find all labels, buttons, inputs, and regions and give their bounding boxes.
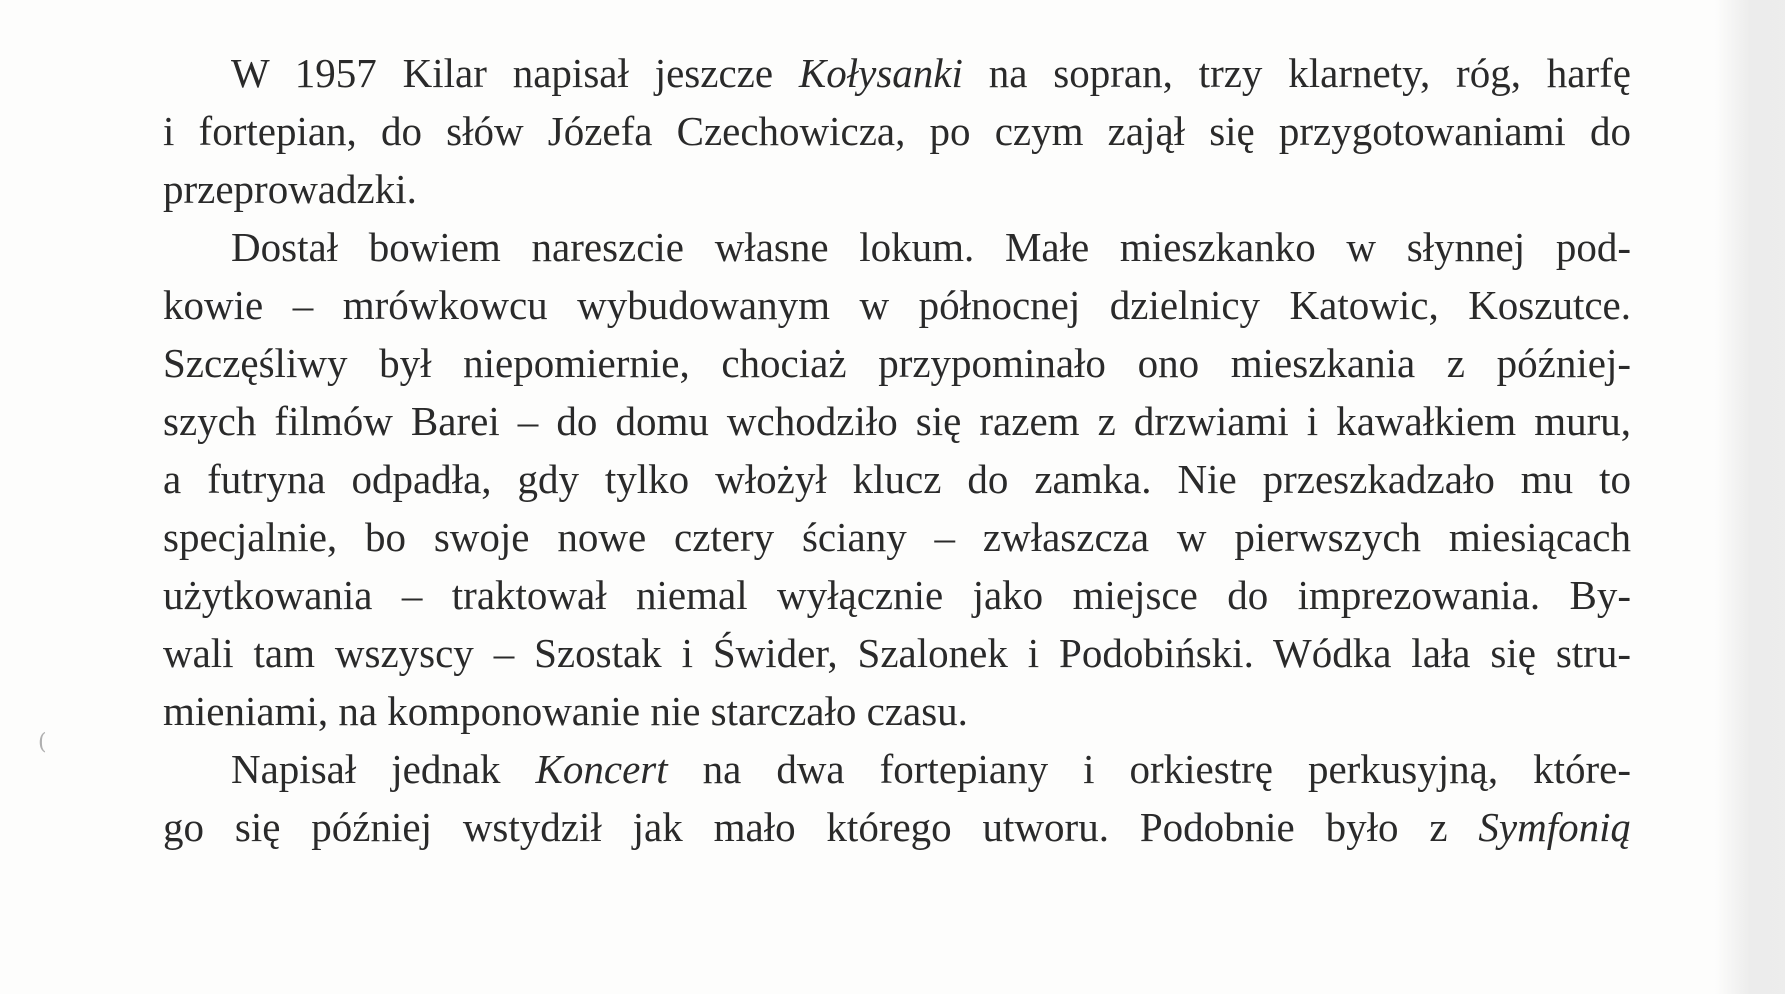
text-line: i fortepian, do słów Józefa Czechowicza, po czym zajął się przygotowaniami do bbox=[163, 108, 1631, 154]
text-line: Napisał jednak Koncert na dwa fortepiany i orkiestrę perkusyjną, które- bbox=[231, 746, 1631, 792]
italic-title: Kołysanki bbox=[798, 50, 963, 96]
text-line: szych filmów Barei – do domu wchodziło się razem z drzwiami i kawałkiem muru, bbox=[163, 398, 1631, 444]
text-line: Szczęśliwy był niepomiernie, chociaż przypominało ono mieszkania z później- bbox=[163, 340, 1631, 386]
paragraph bbox=[163, 218, 1631, 740]
text-line: wali tam wszyscy – Szostak i Świder, Szalonek i Podobiński. Wódka lała się stru- bbox=[163, 630, 1631, 676]
italic-title: Symfonią bbox=[1478, 804, 1631, 850]
paragraph bbox=[163, 44, 1631, 218]
text-line: W 1957 Kilar napisał jeszcze Kołysanki na sopran, trzy klarnety, róg, harfę bbox=[231, 50, 1631, 96]
text-line: kowie – mrówkowcu wybudowanym w północnej dzielnicy Katowic, Koszutce. bbox=[163, 282, 1631, 328]
text-line: mieniami, na komponowanie nie starczało czasu. bbox=[163, 688, 968, 734]
body-text bbox=[163, 44, 1631, 856]
text-line: przeprowadzki. bbox=[163, 166, 417, 212]
text-line: użytkowania – traktował niemal wyłącznie jako miejsce do imprezowania. By- bbox=[163, 572, 1631, 618]
text-line: go się później wstydził jak mało którego utworu. Podobnie było z Symfonią bbox=[163, 804, 1631, 850]
paragraph bbox=[163, 740, 1631, 856]
book-gutter-shadow bbox=[1715, 0, 1785, 994]
italic-title: Koncert bbox=[535, 746, 668, 792]
margin-mark: ( bbox=[38, 730, 47, 755]
text-line: Dostał bowiem nareszcie własne lokum. Małe mieszkanko w słynnej pod- bbox=[231, 224, 1631, 270]
text-line: specjalnie, bo swoje nowe cztery ściany – zwłaszcza w pierwszych miesiącach bbox=[163, 514, 1631, 560]
text-line: a futryna odpadła, gdy tylko włożył klucz do zamka. Nie przeszkadzało mu to bbox=[163, 456, 1631, 502]
